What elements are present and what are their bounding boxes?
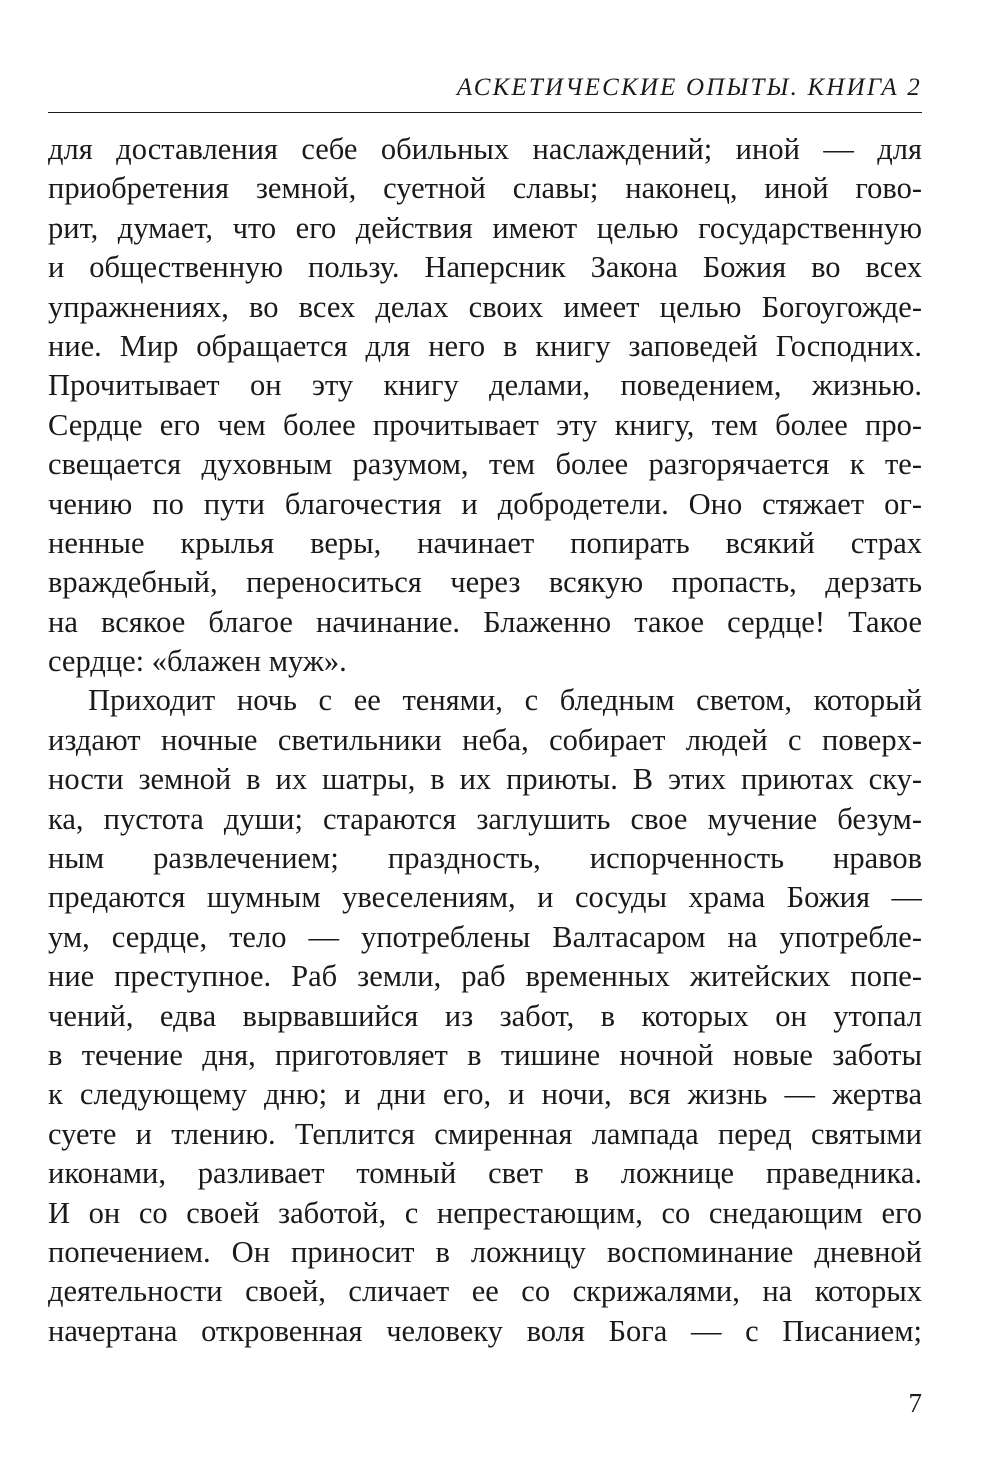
paragraph [48,130,922,681]
text-line: ум, сердце, тело — употреблены Валтасаром на употребле- [48,919,922,954]
text-line: рит, думает, что его действия имеют целью государственную [48,210,922,245]
text-line: попечением. Он приносит в ложницу воспоминание дневной [48,1234,922,1269]
paragraph [48,681,922,1351]
text-line: ненные крылья веры, начинает попирать всякий страх [48,525,922,560]
text-line: упражнениях, во всех делах своих имеет целью Богоугожде- [48,289,922,324]
text-line: деятельности своей, сличает ее со скрижалями, на которых [48,1274,922,1309]
text-line: свещается духовным разумом, тем более разгорячается к те- [48,447,922,482]
text-line: Сердце его чем более прочитывает эту книгу, тем более про- [48,407,922,442]
text-line: ние преступное. Раб земли, раб временных житейских попе- [48,959,922,994]
running-head [48,70,922,113]
text-line: издают ночные светильники неба, собирает людей с поверх- [48,722,922,757]
text-line: приобретения земной, суетной славы; наконец, иной гово- [48,171,922,206]
text-line: начертана откровенная человеку воля Бога — с Писанием; [48,1313,922,1348]
text-line: в течение дня, приготовляет в тишине ночной новые заботы [48,1037,922,1072]
running-title: АСКЕТИЧЕСКИЕ ОПЫТЫ. КНИГА 2 [456,74,922,101]
text-line: и общественную пользу. Наперсник Закона Божия во всех [48,250,922,285]
text-line: ние. Мир обращается для него в книгу заповедей Господних. [48,328,922,363]
page-number: 7 [908,1388,922,1418]
text-line: к следующему дню; и дни его, и ночи, вся жизнь — жертва [48,1077,922,1112]
body-text [48,130,922,1351]
text-line: враждебный, переноситься через всякую пропасть, дерзать [48,565,922,600]
text-line: И он со своей заботой, с непрестающим, со снедающим его [48,1195,922,1230]
text-line: чений, едва вырвавшийся из забот, в которых он утопал [48,998,922,1033]
text-line: предаются шумным увеселениям, и сосуды храма Божия — [48,880,922,915]
text-line: для доставления себе обильных наслаждений; иной — для [48,132,922,166]
text-line: на всякое благое начинание. Блаженно такое сердце! Такое [48,604,922,639]
text-line: суете и тлению. Теплится смиренная лампада перед святыми [48,1116,922,1151]
text-line: сердце: «блажен муж». [48,644,347,679]
text-line: ности земной в их шатры, в их приюты. В этих приютах ску- [48,762,922,797]
text-line: Приходит ночь с ее тенями, с бледным светом, который [88,683,922,718]
text-line: чению по пути благочестия и добродетели. Оно стяжает ог- [48,486,922,521]
text-line: иконами, разливает томный свет в ложнице праведника. [48,1156,922,1191]
text-line: ка, пустота души; стараются заглушить свое мучение безум- [48,801,922,836]
text-line: Прочитывает он эту книгу делами, поведением, жизнью. [48,368,922,403]
text-line: ным развлечением; праздность, испорченность нравов [48,841,922,876]
